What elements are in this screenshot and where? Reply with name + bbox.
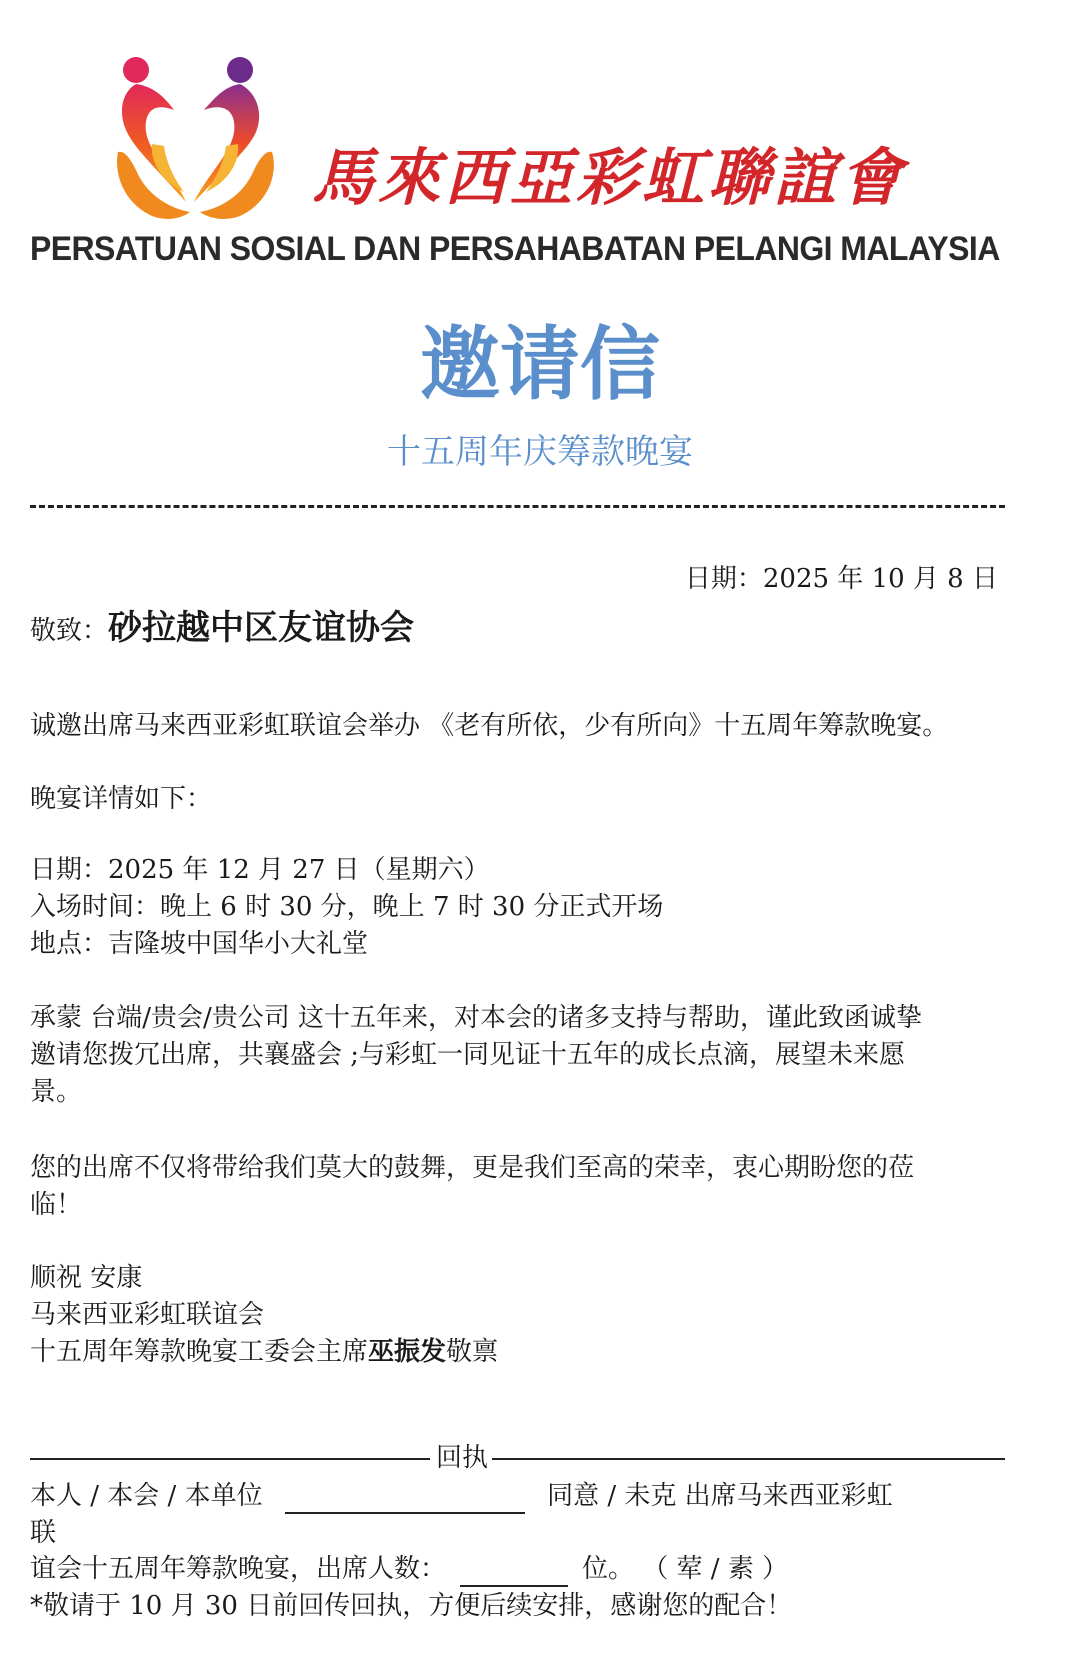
reply-rule-left (30, 1458, 430, 1460)
reply-note: *敬请于 10 月 30 日前回传回执，方便后续安排，感谢您的配合！ (30, 1591, 793, 1621)
reply-identity-options: 本人 / 本会 / 本单位 (30, 1481, 263, 1511)
closing-org: 马来西亚彩虹联谊会 (30, 1300, 265, 1330)
event-venue: 地点：吉隆坡中国华小大礼堂 (30, 929, 369, 959)
letter-title: 邀请信 (420, 318, 660, 411)
org-name-chinese: 馬來西亞彩虹聯誼會 (312, 141, 907, 214)
reply-meal-options: 位。 （ 荤 / 素 ） (582, 1554, 789, 1584)
details-intro: 晚宴详情如下： (30, 784, 213, 814)
heart-hands-logo-icon (112, 52, 282, 224)
reply-count-field[interactable] (460, 1557, 568, 1587)
thanks-paragraph-line: 承蒙 台端/贵会/贵公司 这十五年来，对本会的诸多支持与帮助，谨此致函诚挚 (30, 1003, 923, 1033)
reply-line-2 (30, 1551, 788, 1587)
letter-subtitle: 十五周年庆筹款晚宴 (387, 432, 693, 472)
thanks-paragraph-line: 邀请您拨冗出席，共襄盛会 ;与彩虹一同见证十五年的成长点滴，展望未来愿 (30, 1040, 906, 1070)
reply-name-field[interactable] (285, 1484, 525, 1514)
invite-paragraph: 诚邀出席马来西亚彩虹联谊会举办 《老有所依，少有所向》十五周年筹款晚宴。 (30, 711, 949, 741)
reply-rule-right (490, 1458, 1005, 1460)
recipient-line (30, 610, 414, 649)
recipient-label: 敬致： (30, 616, 109, 646)
reply-line-1-wrap: 联 (30, 1518, 57, 1548)
thanks-paragraph-line: 景。 (30, 1077, 83, 1107)
honor-paragraph-line: 临！ (30, 1190, 83, 1220)
signer-title: 十五周年筹款晚宴工委会主席 (30, 1337, 369, 1367)
event-date: 日期：2025 年 12 月 27 日（星期六） (30, 855, 490, 885)
reply-slip-header (30, 1440, 1005, 1476)
dashed-divider (30, 505, 1005, 508)
reply-slip-label: 回执 (432, 1440, 492, 1476)
closing-greeting: 顺祝 安康 (30, 1263, 143, 1293)
closing-signature (30, 1334, 498, 1370)
signer-name: 巫振发 (368, 1337, 447, 1367)
reply-line-1 (30, 1478, 893, 1514)
org-name-malay: PERSATUAN SOSIAL DAN PERSAHABATAN PELANGI MALAYSIA (30, 230, 1000, 268)
recipient-name: 砂拉越中区友谊协会 (108, 608, 415, 648)
reply-count-label: 谊会十五周年筹款晚宴，出席人数： (30, 1554, 447, 1584)
honor-paragraph-line: 您的出席不仅将带给我们莫大的鼓舞，更是我们至高的荣幸，衷心期盼您的莅 (30, 1153, 915, 1183)
letter-date: 日期：2025 年 10 月 8 日 (684, 564, 998, 594)
signer-suffix: 敬禀 (446, 1337, 499, 1367)
event-time: 入场时间：晚上 6 时 30 分，晚上 7 时 30 分正式开场 (30, 892, 664, 922)
reply-attend-options: 同意 / 未克 出席马来西亚彩虹 (547, 1481, 893, 1511)
